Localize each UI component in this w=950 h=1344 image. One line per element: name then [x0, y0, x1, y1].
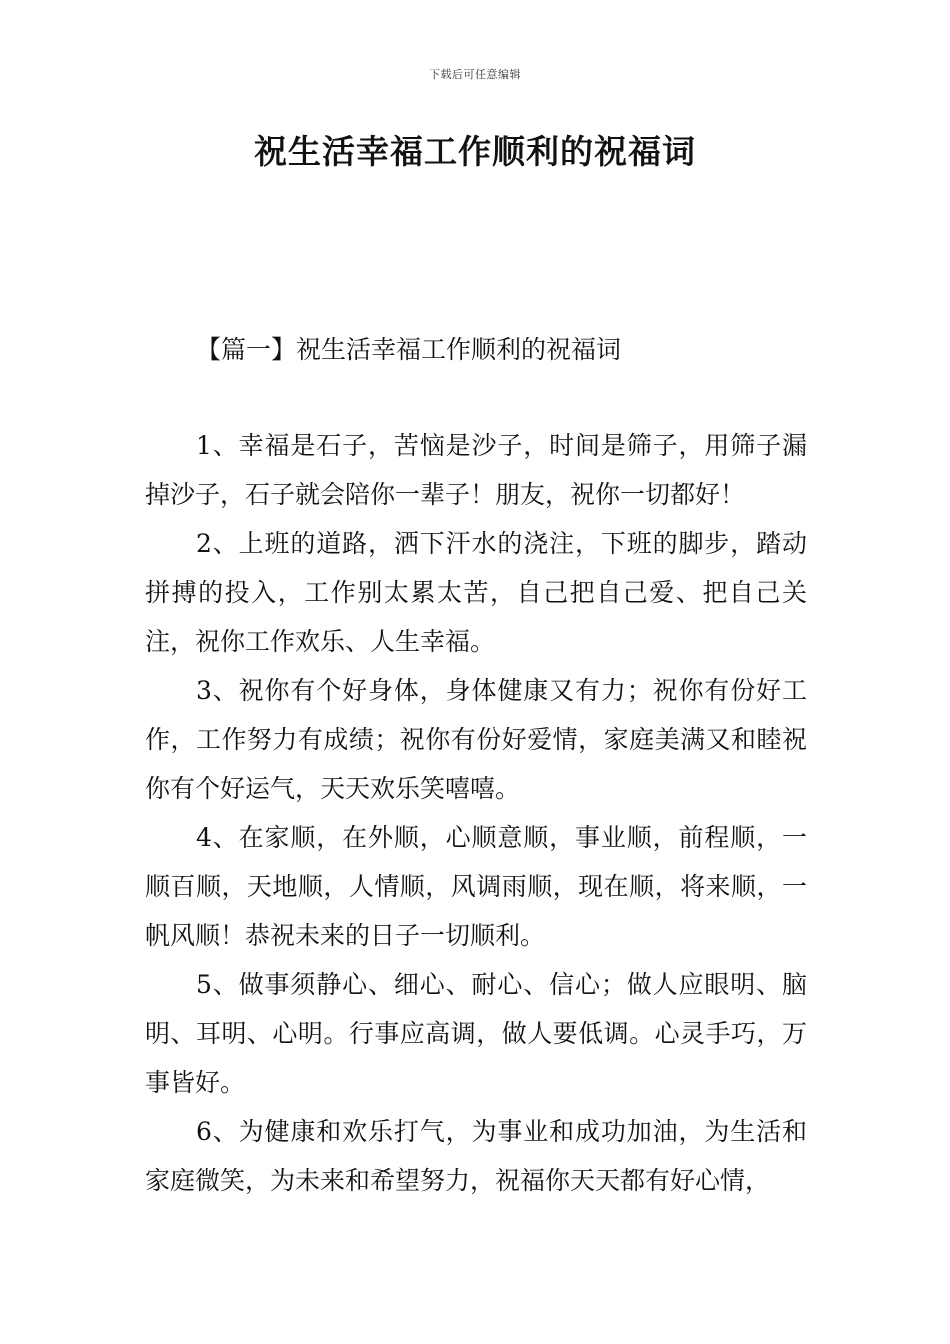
- document-body: [145, 421, 807, 1205]
- paragraph-6: 6、为健康和欢乐打气，为事业和成功加油，为生活和家庭微笑，为未来和希望努力，祝福你天天都有好心情，: [145, 1117, 807, 1195]
- paragraph-5: 5、做事须静心、细心、耐心、信心；做人应眼明、脑明、耳明、心明。行事应高调，做人要低调。心灵手巧，万事皆好。: [145, 970, 807, 1097]
- paragraph-2: 2、上班的道路，洒下汗水的浇注，下班的脚步，踏动拼搏的投入，工作别太累太苦，自己把自己爱、把自己关注，祝你工作欢乐、人生幸福。: [145, 529, 807, 656]
- document-title: 祝生活幸福工作顺利的祝福词: [254, 132, 696, 171]
- paragraph-1: 1、幸福是石子，苦恼是沙子，时间是筛子，用筛子漏掉沙子，石子就会陪你一辈子！朋友，祝你一切都好！: [145, 431, 807, 509]
- paragraph-3: 3、祝你有个好身体，身体健康又有力；祝你有份好工作，工作努力有成绩；祝你有份好爱情，家庭美满又和睦祝你有个好运气，天天欢乐笑嘻嘻。: [145, 676, 807, 803]
- section-heading: 【篇一】祝生活幸福工作顺利的祝福词: [196, 335, 622, 364]
- header-note: 下载后可任意编辑: [429, 68, 521, 81]
- paragraph-4: 4、在家顺，在外顺，心顺意顺，事业顺，前程顺，一顺百顺，天地顺，人情顺，风调雨顺，现在顺，将来顺，一帆风顺！恭祝未来的日子一切顺利。: [145, 823, 807, 950]
